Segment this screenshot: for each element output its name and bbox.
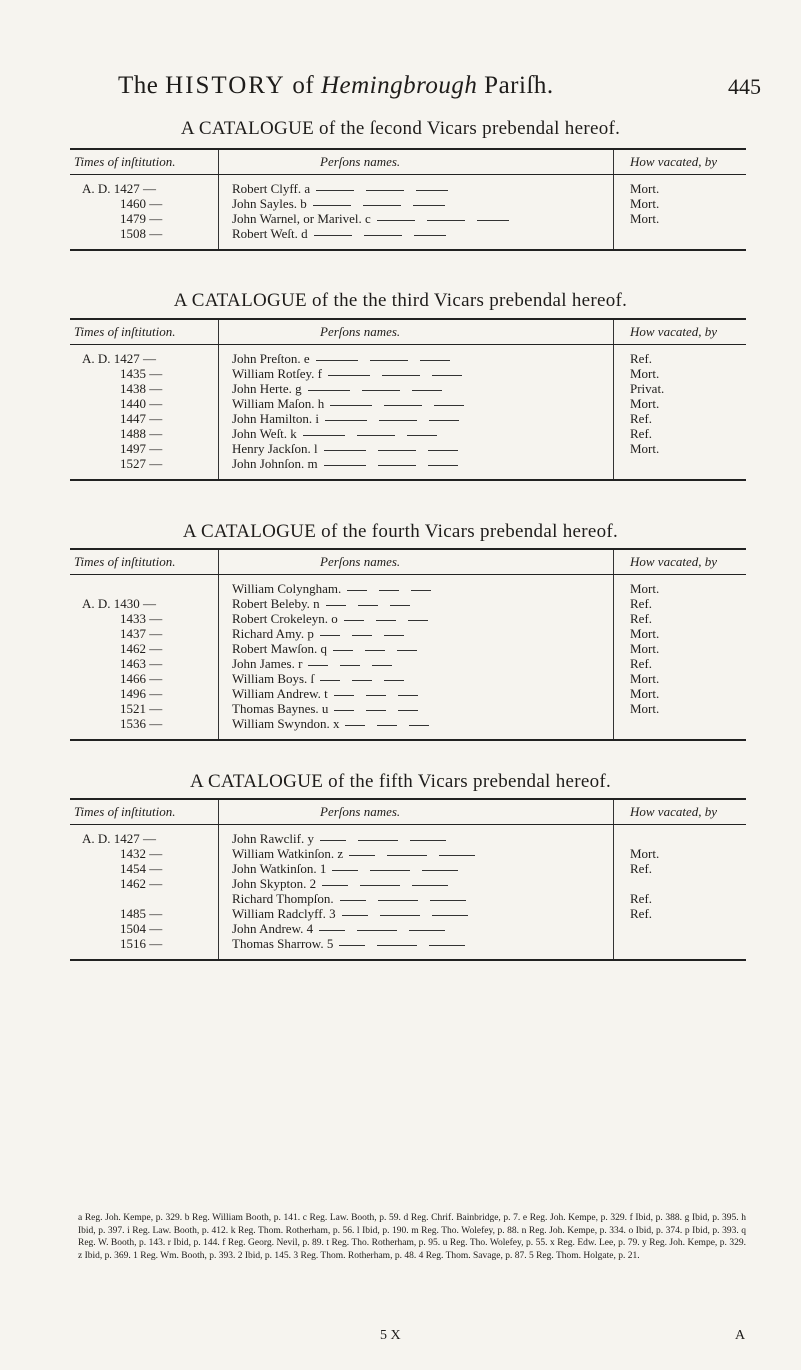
leader-rule — [409, 930, 445, 931]
person-cell — [232, 581, 567, 596]
leader-rule — [429, 945, 465, 946]
person-cell — [232, 906, 567, 921]
table-row — [70, 381, 746, 396]
institution-date: 1497 — — [120, 441, 163, 456]
leader-rule — [378, 465, 416, 466]
person-cell — [232, 366, 567, 381]
person-name: William Watkinſon. z — [232, 846, 344, 861]
vacated-by: Mort. — [630, 396, 660, 411]
title-of: of — [292, 72, 315, 99]
leader-rule — [324, 450, 366, 451]
leader-rule — [416, 190, 448, 191]
leader-rule — [439, 855, 475, 856]
leader-rule — [428, 465, 458, 466]
leader-rule — [340, 900, 366, 901]
column-rule — [613, 345, 614, 479]
institution-date: 1479 — — [120, 211, 163, 226]
person-cell — [232, 716, 567, 731]
person-name: John Johnſon. m — [232, 456, 318, 471]
person-cell — [232, 701, 567, 716]
table-row — [70, 226, 746, 241]
column-header-times: Times of inſtitution. — [74, 804, 176, 819]
person-cell — [232, 396, 567, 411]
leader-rule — [428, 450, 458, 451]
person-name: John Warnel, or Marivel. c — [232, 211, 371, 226]
footnotes: a Reg. Joh. Kempe, p. 329. b Reg. William Booth, p. 141. c Reg. Law. Booth, p. 59. d Reg. Chrif. Bainbridge, p. 7. e Reg. Joh. Kempe, p. 329. f Ibid, p. 388. g Ibid, p. 395. h Ibid, p. 397. i Reg. Law. Booth, p. 412. k Reg. Thom. Rotherham, p. 56. l Ibid, p. 190. m Reg. Tho. Wolefey, p. 88. n Reg. Joh. Kempe, p. 334. o Ibid, p. 374. p Ibid, p. 393. q Reg. W. Booth, p. 143. r Ibid, p. 144. f Reg. Georg. Nevil, p. 89. t Reg. Tho. Rotherham, p. 95. u Reg. Tho. Wolefey, p. 55. x Reg. Edw. Lee, p. 79. y Reg. Joh. Kempe, p. 329. z Ibid, p. 369. 1 Reg. Wm. Booth, p. 393. 2 Ibid, p. 145. 3 Reg. Thom. Rotherham, p. 48. 4 Reg. Thom. Savage, p. 87. 5 Reg. Thom. Holgate, p. 21. — [78, 1213, 746, 1261]
person-cell — [232, 351, 567, 366]
person-name: John Sayles. b — [232, 196, 307, 211]
table-row — [70, 411, 746, 426]
person-cell — [232, 921, 567, 936]
leader-rule — [308, 665, 328, 666]
leader-rule — [366, 695, 386, 696]
column-rule — [218, 175, 219, 249]
table-row — [70, 366, 746, 381]
person-name: Richard Thompſon. — [232, 891, 334, 906]
table-body — [70, 345, 746, 479]
leader-rule — [420, 360, 450, 361]
leader-rule — [319, 930, 345, 931]
leader-rule — [410, 840, 446, 841]
vacated-by: Ref. — [630, 596, 653, 611]
institution-date: A. D. 1430 — — [82, 596, 157, 611]
column-rule — [218, 800, 219, 824]
vacated-by: Mort. — [630, 686, 660, 701]
table-row — [70, 936, 746, 951]
leader-rule — [344, 620, 364, 621]
column-header-how: How vacated, by — [630, 554, 718, 569]
leader-rule — [316, 190, 354, 191]
leader-rule — [352, 635, 372, 636]
leader-rule — [379, 420, 417, 421]
column-rule — [218, 550, 219, 574]
person-name: Robert Mawſon. q — [232, 641, 327, 656]
column-rule — [218, 345, 219, 479]
vacated-by: Ref. — [630, 891, 653, 906]
column-rule — [613, 320, 614, 344]
catalogue-table — [70, 798, 746, 961]
leader-rule — [320, 680, 340, 681]
person-name: Robert Crokeleyn. o — [232, 611, 338, 626]
vacated-by: Mort. — [630, 581, 660, 596]
column-rule — [613, 550, 614, 574]
leader-rule — [339, 945, 365, 946]
leader-rule — [358, 605, 378, 606]
table-header — [70, 550, 746, 575]
vacated-by: Mort. — [630, 671, 660, 686]
vacated-by: Mort. — [630, 626, 660, 641]
person-name: William Swyndon. x — [232, 716, 340, 731]
table-row — [70, 891, 746, 906]
person-cell — [232, 846, 567, 861]
leader-rule — [349, 855, 375, 856]
institution-date: 1485 — — [120, 906, 163, 921]
leader-rule — [333, 650, 353, 651]
catchword: A — [735, 1328, 746, 1343]
institution-date: 1435 — — [120, 366, 163, 381]
column-rule — [613, 575, 614, 739]
institution-date: 1462 — — [120, 876, 163, 891]
vacated-by: Ref. — [630, 861, 653, 876]
leader-rule — [358, 840, 398, 841]
column-rule — [613, 175, 614, 249]
vacated-by: Mort. — [630, 181, 660, 196]
leader-rule — [365, 650, 385, 651]
leader-rule — [407, 435, 437, 436]
vacated-by: Ref. — [630, 426, 653, 441]
page-number: 445 — [728, 74, 761, 99]
person-cell — [232, 411, 567, 426]
person-cell — [232, 861, 567, 876]
person-name: Thomas Baynes. u — [232, 701, 329, 716]
leader-rule — [325, 420, 367, 421]
column-rule — [218, 150, 219, 174]
person-cell — [232, 876, 567, 891]
institution-date: 1527 — — [120, 456, 163, 471]
leader-rule — [326, 605, 346, 606]
table-row — [70, 921, 746, 936]
institution-date: 1466 — — [120, 671, 163, 686]
catalogue-table — [70, 318, 746, 481]
catalogue-caption: A CATALOGUE of the the third Vicars prebendal hereof. — [173, 290, 628, 311]
table-body — [70, 175, 746, 249]
table-row — [70, 196, 746, 211]
catalogue-table — [70, 548, 746, 741]
person-name: William Boys. ſ — [232, 671, 315, 686]
institution-date: 1433 — — [120, 611, 163, 626]
institution-date: A. D. 1427 — — [82, 831, 157, 846]
vacated-by: Mort. — [630, 641, 660, 656]
table-row — [70, 641, 746, 656]
column-rule — [613, 800, 614, 824]
column-header-times: Times of inſtitution. — [74, 324, 176, 339]
vacated-by: Ref. — [630, 611, 653, 626]
table-body — [70, 575, 746, 739]
leader-rule — [316, 360, 358, 361]
leader-rule — [377, 725, 397, 726]
table-row — [70, 846, 746, 861]
person-cell — [232, 891, 567, 906]
leader-rule — [413, 205, 445, 206]
table-body — [70, 825, 746, 959]
leader-rule — [377, 945, 417, 946]
vacated-by: Ref. — [630, 411, 653, 426]
vacated-by: Mort. — [630, 196, 660, 211]
person-name: John Weſt. k — [232, 426, 297, 441]
person-name: Robert Weſt. d — [232, 226, 308, 241]
person-name: John James. r — [232, 656, 303, 671]
column-header-times: Times of inſtitution. — [74, 554, 176, 569]
table-row — [70, 906, 746, 921]
title-history: HISTORY — [165, 72, 286, 99]
catalogue-caption: A CATALOGUE of the ſecond Vicars prebendal hereof. — [180, 118, 621, 139]
leader-rule — [379, 590, 399, 591]
leader-rule — [363, 205, 401, 206]
person-cell — [232, 611, 567, 626]
person-name: Robert Beleby. n — [232, 596, 320, 611]
catalogue-table — [70, 148, 746, 251]
leader-rule — [342, 915, 368, 916]
leader-rule — [378, 900, 418, 901]
person-name: Richard Amy. p — [232, 626, 314, 641]
leader-rule — [328, 375, 370, 376]
vacated-by: Ref. — [630, 351, 653, 366]
person-cell — [232, 381, 567, 396]
table-header — [70, 150, 746, 175]
person-name: John Andrew. 4 — [232, 921, 314, 936]
column-header-persons: Perſons names. — [320, 324, 401, 339]
leader-rule — [324, 465, 366, 466]
leader-rule — [380, 915, 420, 916]
column-header-persons: Perſons names. — [320, 804, 401, 819]
leader-rule — [414, 235, 446, 236]
table-row — [70, 716, 746, 731]
catalogue-caption: A CATALOGUE of the fifth Vicars prebendal hereof. — [189, 771, 612, 792]
institution-date: 1504 — — [120, 921, 163, 936]
institution-date: 1516 — — [120, 936, 163, 951]
table-row — [70, 686, 746, 701]
institution-date: 1488 — — [120, 426, 163, 441]
table-row — [70, 596, 746, 611]
person-cell — [232, 671, 567, 686]
column-rule — [218, 320, 219, 344]
column-header-persons: Perſons names. — [320, 554, 401, 569]
leader-rule — [347, 590, 367, 591]
leader-rule — [432, 915, 468, 916]
leader-rule — [412, 390, 442, 391]
table-row — [70, 876, 746, 891]
institution-date: 1460 — — [120, 196, 163, 211]
leader-rule — [397, 650, 417, 651]
person-name: John Skypton. 2 — [232, 876, 317, 891]
title-suffix: Pariſh. — [484, 72, 554, 99]
institution-date: A. D. 1427 — — [82, 351, 157, 366]
institution-date: 1463 — — [120, 656, 163, 671]
person-cell — [232, 456, 567, 471]
leader-rule — [334, 695, 354, 696]
institution-date: A. D. 1427 — — [82, 181, 157, 196]
person-name: John Rawclif. y — [232, 831, 314, 846]
institution-date: 1437 — — [120, 626, 163, 641]
column-rule — [613, 825, 614, 959]
title-prefix: The — [118, 72, 159, 99]
leader-rule — [303, 435, 345, 436]
leader-rule — [434, 405, 464, 406]
leader-rule — [376, 620, 396, 621]
person-name: John Watkinſon. 1 — [232, 861, 327, 876]
table-row — [70, 671, 746, 686]
vacated-by: Mort. — [630, 441, 660, 456]
person-name: William Radclyff. 3 — [232, 906, 336, 921]
table-row — [70, 626, 746, 641]
leader-rule — [384, 405, 422, 406]
person-cell — [232, 686, 567, 701]
table-row — [70, 701, 746, 716]
leader-rule — [340, 665, 360, 666]
table-row — [70, 426, 746, 441]
column-header-how: How vacated, by — [630, 804, 718, 819]
institution-date: 1438 — — [120, 381, 163, 396]
person-cell — [232, 181, 567, 196]
person-name: Robert Clyff. a — [232, 181, 311, 196]
person-cell — [232, 656, 567, 671]
institution-date: 1508 — — [120, 226, 163, 241]
leader-rule — [313, 205, 351, 206]
table-row — [70, 351, 746, 366]
leader-rule — [422, 870, 458, 871]
person-cell — [232, 596, 567, 611]
column-rule — [218, 575, 219, 739]
table-row — [70, 181, 746, 196]
signature-mark: 5 X — [380, 1328, 401, 1343]
running-header — [118, 72, 761, 106]
vacated-by: Ref. — [630, 656, 653, 671]
institution-date: 1454 — — [120, 861, 163, 876]
leader-rule — [314, 235, 352, 236]
leader-rule — [409, 725, 429, 726]
table-header — [70, 800, 746, 825]
vacated-by: Mort. — [630, 846, 660, 861]
column-header-how: How vacated, by — [630, 324, 718, 339]
vacated-by: Mort. — [630, 701, 660, 716]
person-name: William Maſon. h — [232, 396, 325, 411]
vacated-by: Privat. — [630, 381, 665, 396]
person-cell — [232, 211, 567, 226]
leader-rule — [362, 390, 400, 391]
person-name: William Rotſey. f — [232, 366, 322, 381]
leader-rule — [334, 710, 354, 711]
person-name: William Andrew. t — [232, 686, 328, 701]
leader-rule — [430, 900, 466, 901]
table-row — [70, 861, 746, 876]
person-name: John Preſton. e — [232, 351, 310, 366]
person-cell — [232, 441, 567, 456]
column-rule — [613, 150, 614, 174]
leader-rule — [330, 405, 372, 406]
leader-rule — [308, 390, 350, 391]
leader-rule — [382, 375, 420, 376]
leader-rule — [352, 680, 372, 681]
institution-date: 1440 — — [120, 396, 163, 411]
leader-rule — [387, 855, 427, 856]
leader-rule — [378, 450, 416, 451]
leader-rule — [364, 235, 402, 236]
leader-rule — [322, 885, 348, 886]
table-header — [70, 320, 746, 345]
table-row — [70, 831, 746, 846]
leader-rule — [345, 725, 365, 726]
leader-rule — [384, 635, 404, 636]
person-name: William Colyngham. — [232, 581, 342, 596]
running-title — [118, 72, 554, 100]
person-name: Thomas Sharrow. 5 — [232, 936, 334, 951]
person-cell — [232, 226, 567, 241]
leader-rule — [411, 590, 431, 591]
leader-rule — [408, 620, 428, 621]
table-row — [70, 656, 746, 671]
person-name: John Hamilton. i — [232, 411, 320, 426]
leader-rule — [384, 680, 404, 681]
person-cell — [232, 641, 567, 656]
catalogue-caption: A CATALOGUE of the fourth Vicars prebendal hereof. — [182, 521, 619, 542]
table-row — [70, 441, 746, 456]
person-cell — [232, 831, 567, 846]
institution-date: 1462 — — [120, 641, 163, 656]
leader-rule — [377, 220, 415, 221]
leader-rule — [366, 710, 386, 711]
institution-date: 1536 — — [120, 716, 163, 731]
table-row — [70, 581, 746, 596]
leader-rule — [412, 885, 448, 886]
vacated-by: Mort. — [630, 211, 660, 226]
column-header-times: Times of inſtitution. — [74, 154, 176, 169]
vacated-by: Mort. — [630, 366, 660, 381]
institution-date: 1496 — — [120, 686, 163, 701]
leader-rule — [370, 870, 410, 871]
institution-date: 1432 — — [120, 846, 163, 861]
leader-rule — [360, 885, 400, 886]
leader-rule — [320, 840, 346, 841]
column-rule — [218, 825, 219, 959]
column-header-how: How vacated, by — [630, 154, 718, 169]
leader-rule — [390, 605, 410, 606]
leader-rule — [432, 375, 462, 376]
leader-rule — [372, 665, 392, 666]
institution-date: 1521 — — [120, 701, 163, 716]
title-place: Hemingbrough — [320, 72, 478, 99]
vacated-by: Ref. — [630, 906, 653, 921]
leader-rule — [398, 710, 418, 711]
leader-rule — [320, 635, 340, 636]
person-name: John Herte. g — [232, 381, 302, 396]
leader-rule — [366, 190, 404, 191]
institution-date: 1447 — — [120, 411, 163, 426]
table-row — [70, 396, 746, 411]
leader-rule — [370, 360, 408, 361]
leader-rule — [357, 435, 395, 436]
person-cell — [232, 426, 567, 441]
table-row — [70, 611, 746, 626]
table-row — [70, 211, 746, 226]
leader-rule — [398, 695, 418, 696]
person-cell — [232, 936, 567, 951]
leader-rule — [332, 870, 358, 871]
leader-rule — [357, 930, 397, 931]
person-name: Henry Jackſon. l — [232, 441, 318, 456]
leader-rule — [427, 220, 465, 221]
person-cell — [232, 196, 567, 211]
table-row — [70, 456, 746, 471]
leader-rule — [429, 420, 459, 421]
column-header-persons: Perſons names. — [320, 154, 401, 169]
leader-rule — [477, 220, 509, 221]
person-cell — [232, 626, 567, 641]
